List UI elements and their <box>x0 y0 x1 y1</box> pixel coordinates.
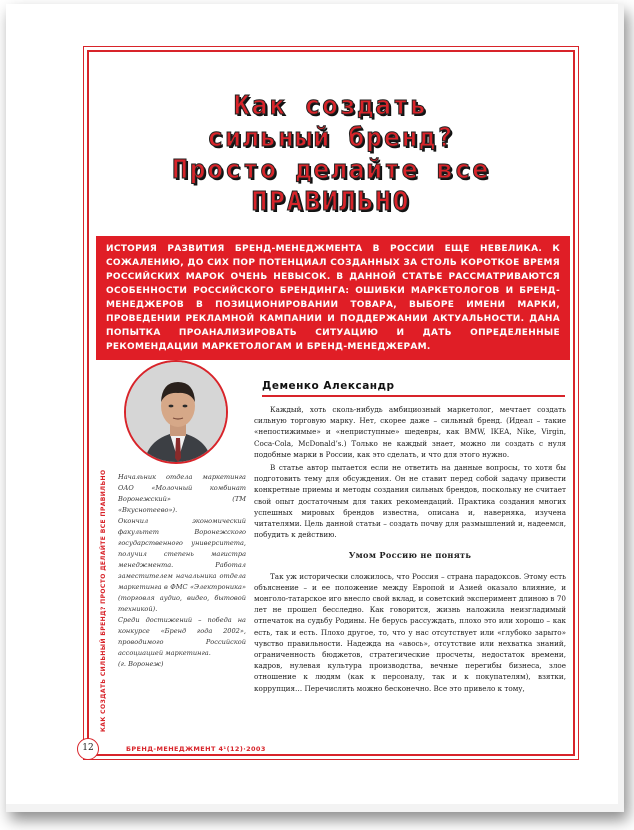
page-shadow <box>6 4 624 812</box>
author-photo <box>124 360 228 464</box>
author-divider <box>262 395 565 397</box>
article-title <box>116 90 546 218</box>
title-line-2: сильный бренд? <box>207 123 455 153</box>
body-paragraph: Каждый, хоть сколь-нибудь амбициозный маркетолог, мечтает создать сильную торговую марку. Нет, скорее даже – сильный бренд. (Идеал – такие «непостижимые» и «неприступные» шедевры, как BMW, IKEA, Nike, Virgin, Coca-Cola, McDonald’s.) Только не каждый знает, можно ли создать с нуля подобные марки в России, как это сделать, и что для этого нужно. <box>254 405 566 459</box>
body-paragraph: В статье автор пытается если не ответить на данные вопросы, то хотя бы подготовить тему для обсуждения. Он не ставит перед собой задачу привести конкретные приемы и методы создания сильных брендов, поскольку не считает свой опыт достаточным для таких рекомендаций. Практика создания многих успешных мировых брендов известна, описана и, наверняка, изучена читателями. Цель данной статьи – создать почву для размышлений и, надеемся, побудить к действию. <box>254 463 566 540</box>
title-line-4: ПРАВИЛЬНО <box>251 187 411 217</box>
section-subheading: Умом Россию не понять <box>348 550 472 561</box>
author-portrait-icon <box>126 362 228 464</box>
page-number: 12 <box>77 738 99 760</box>
author-bio <box>118 472 246 670</box>
journal-footer: БРЕНД-МЕНЕДЖМЕНТ 4¹(12)·2003 <box>126 745 266 753</box>
body-paragraph: Так уж исторически сложилось, что Россия – страна парадоксов. Этому есть объяснение – и ее положение между Европой и Азией оказало влияние, и монголо-татарское иго внесло свой вклад, и советский эксперимент длиною в 70 лет не прошел бесследно. Как говорится, жизнь наложила неизгладимый отпечаток на судьбу Родины. Не берусь рассуждать, плохо это или хорошо – как есть, так и есть. Плохо другое, то, что у нас отсутствует или «глубоко зарыто» чувство правильности. Надежда на «авось», отсутствие или нехватка знаний, ограниченность бюджетов, стратегические просчеты, недостаток времени, кадров, нулевая культура производства, вечные перегибы бизнеса, злое отношение к людям (как к персоналу, так и к покупателям), взятки, коррупция… Перечислять можно бесконечно. Все это привело к тому, <box>254 571 566 693</box>
lead-paragraph: ИСТОРИЯ РАЗВИТИЯ БРЕНД-МЕНЕДЖМЕНТА В РОССИИ ЕЩЕ НЕВЕЛИКА. К СОЖАЛЕНИЮ, ДО СИХ ПОР ПОТЕНЦИАЛ СОЗДАННЫХ ЗА СТОЛЬ КОРОТКОЕ ВРЕМЯ РОССИЙСКИХ МАРОК ОЧЕНЬ НЕВЫСОК. В ДАННОЙ СТАТЬЕ РАССМАТРИВАЮТСЯ ОСОБЕННОСТИ РОССИЙСКОГО БРЕНДИНГА: ОШИБКИ МАРКЕТОЛОГОВ И БРЕНД-МЕНЕДЖЕРОВ В ПОЗИЦИОНИРОВАНИИ ТОВАРА, ВЫБОРЕ ИМЕНИ МАРКИ, ПРОВЕДЕНИИ РЕКЛАМНОЙ КАМПАНИИ И ПОДДЕРЖАНИИ АКТУАЛЬНОСТИ. ДАНА ПОПЫТКА ПРОАНАЛИЗИРОВАТЬ СИТУАЦИЮ И ДАТЬ ОПРЕДЕЛЕННЫЕ РЕКОМЕНДАЦИИ МАРКЕТОЛОГАМ И БРЕНД-МЕНЕДЖЕРАМ. <box>96 236 570 360</box>
bio-city: (г. Воронеж) <box>118 660 164 668</box>
bio-position: Начальник отдела маркетинга ОАО «Молочный комбинат Воронежский» (ТМ «Вкуснотеево»). <box>118 473 246 514</box>
article-body <box>254 404 566 696</box>
bio-education: Окончил экономический факультет Воронежского государственного университета, получил степень магистра менеджмента. Работал заместителем начальника отдела маркетинга в ФМС «Электроника» (торговля аудио, видео, бытовой техникой). <box>118 517 246 613</box>
author-name: Деменко Александр <box>262 380 395 392</box>
magazine-page <box>6 4 618 804</box>
title-line-3: Просто делайте все <box>172 155 490 185</box>
vertical-running-title: КАК СОЗДАТЬ СИЛЬНЫЙ БРЕНД? ПРОСТО ДЕЛАЙТЕ ВСЕ ПРАВИЛЬНО <box>100 469 107 732</box>
bio-achievements: Среди достижений – победа на конкурсе «Бренд года 2002», проводимого Российской ассоциацией маркетинга. <box>118 616 246 657</box>
title-line-1: Как создать <box>233 91 429 121</box>
